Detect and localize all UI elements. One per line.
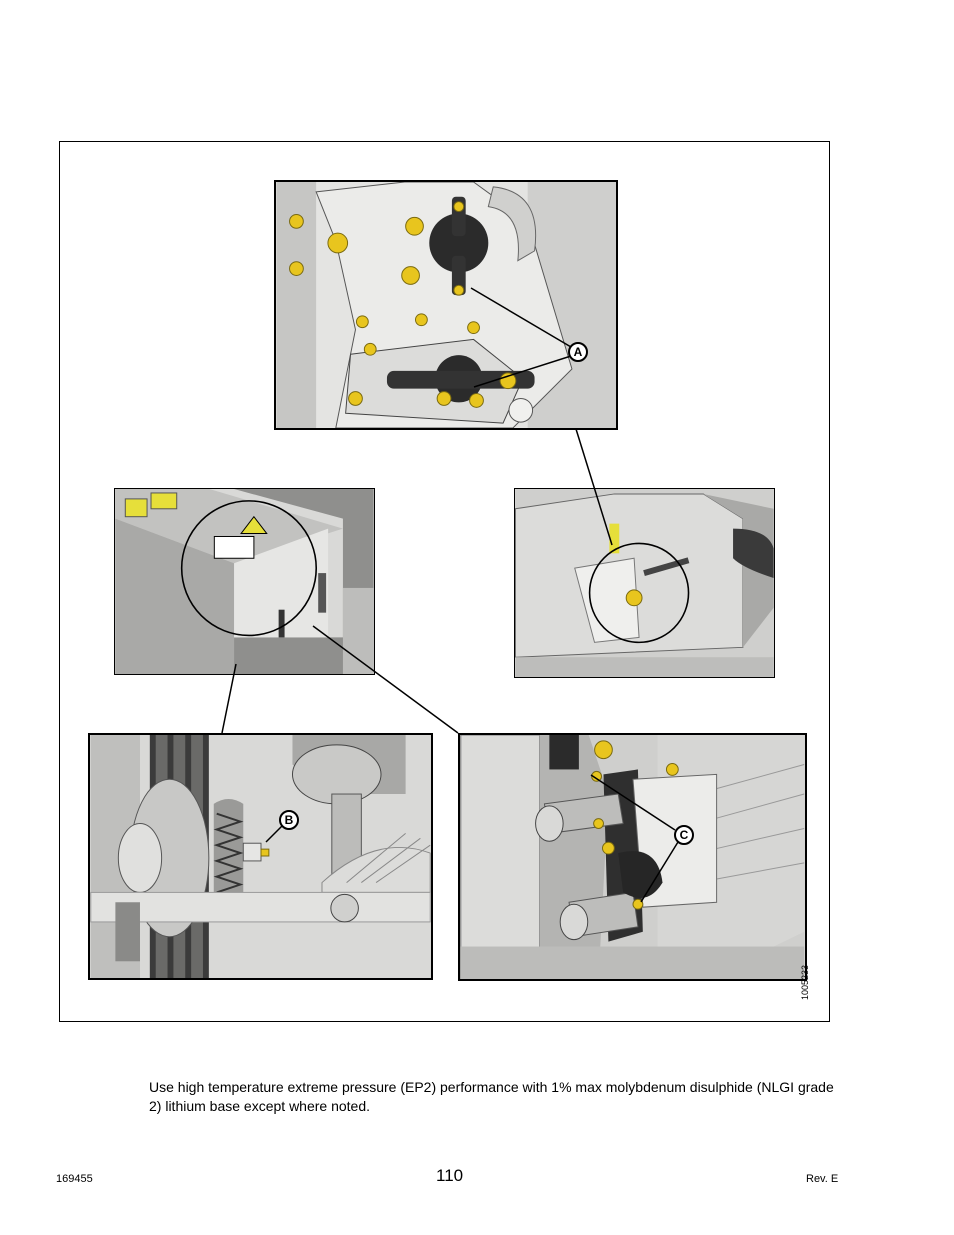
footer-page-number: 110: [436, 1166, 464, 1185]
detail-a-illustration: [276, 182, 616, 428]
detail-panel-b: [88, 733, 433, 980]
footer-revision: Rev. E: [806, 1173, 839, 1185]
overview-panel-left: [114, 488, 375, 675]
detail-b-illustration: [90, 735, 431, 978]
callout-b: B: [279, 810, 299, 830]
callout-c: C: [674, 825, 694, 845]
overview-panel-right: [514, 488, 775, 678]
lubricant-paragraph: Use high temperature extreme pressure (EP2) performance with 1% max molybdenum disulphide (NLGI grade 2) lithium base except where noted.: [149, 1079, 834, 1114]
overview-right-illustration: [515, 489, 774, 677]
callout-a: A: [568, 342, 588, 362]
footer-doc-number: 169455: [56, 1173, 93, 1185]
detail-c-illustration: [460, 735, 805, 979]
detail-panel-a: [274, 180, 618, 430]
detail-panel-c: [458, 733, 807, 981]
overview-left-illustration: [115, 489, 374, 674]
figure-id: 1005233: [800, 964, 810, 1000]
